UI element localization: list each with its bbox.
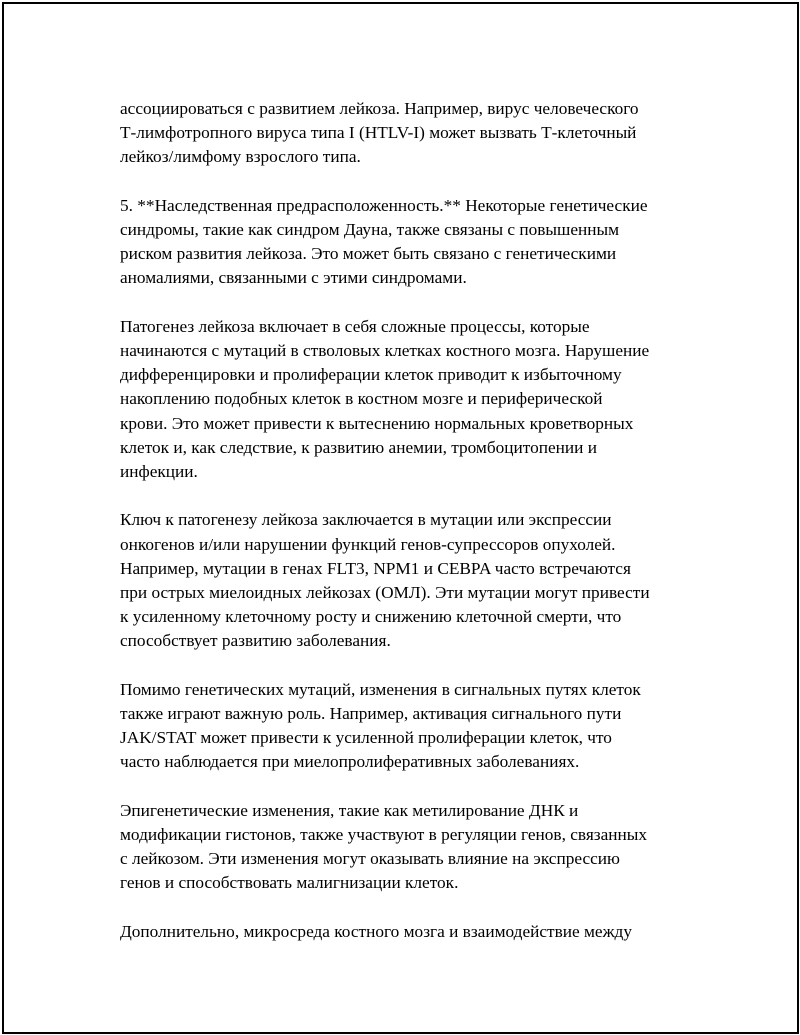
text-line: генов и способствовать малигнизации клеток. bbox=[120, 873, 459, 893]
text-line: крови. Это может привести к вытеснению нормальных кроветворных bbox=[120, 413, 634, 433]
text-line: Эпигенетические изменения, такие как метилирование ДНК и bbox=[120, 800, 579, 820]
text-line: лейкоз/лимфому взрослого типа. bbox=[120, 147, 361, 167]
text-line: синдромы, такие как синдром Дауна, также связаны с повышенным bbox=[120, 220, 620, 239]
text-line: также играют важную роль. Например, активация сигнального пути bbox=[120, 704, 622, 724]
text-line: с лейкозом. Эти изменения могут оказывать влияние на экспрессию bbox=[120, 849, 620, 869]
paragraph-microenvironment bbox=[120, 920, 692, 944]
text-line: клеток и, как следствие, к развитию анемии, тромбоцитопении и bbox=[120, 437, 597, 457]
text-line: Например, мутации в генах FLT3, NPM1 и CEBPA часто встречаются bbox=[120, 558, 631, 578]
text-line: часто наблюдается при миелопролиферативных заболеваниях. bbox=[120, 752, 580, 772]
text-line: аномалиями, связанными с этими синдромами. bbox=[120, 268, 467, 288]
text-line: дифференцировки и пролиферации клеток приводит к избыточному bbox=[120, 365, 622, 385]
text-line: начинаются с мутаций в стволовых клетках костного мозга. Нарушение bbox=[120, 341, 650, 360]
paragraph-htlv bbox=[120, 97, 692, 170]
text-line: Помимо генетических мутаций, изменения в сигнальных путях клеток bbox=[120, 679, 641, 699]
paragraph-signaling bbox=[120, 678, 692, 775]
text-line: онкогенов и/или нарушении функций генов-супрессоров опухолей. bbox=[120, 534, 616, 554]
text-line: модификации гистонов, также участвуют в регуляции генов, связанных bbox=[120, 825, 648, 845]
text-line: накоплению подобных клеток в костном мозге и периферической bbox=[120, 389, 603, 409]
document-body bbox=[120, 97, 692, 968]
text-line: инфекции. bbox=[120, 462, 198, 482]
paragraph-hereditary bbox=[120, 194, 692, 291]
text-line: 5. **Наследственная предрасположенность.** Некоторые генетические bbox=[120, 195, 648, 215]
text-line: Патогенез лейкоза включает в себя сложные процессы, которые bbox=[120, 316, 590, 336]
paragraph-pathogenesis bbox=[120, 315, 692, 484]
text-line: при острых миелоидных лейкозах (ОМЛ). Эти мутации могут привести bbox=[120, 583, 650, 603]
text-line: Дополнительно, микросреда костного мозга и взаимодействие между bbox=[120, 921, 632, 941]
text-line: Ключ к патогенезу лейкоза заключается в мутации или экспрессии bbox=[120, 510, 612, 530]
text-line: способствует развитию заболевания. bbox=[120, 631, 391, 651]
text-line: JAK/STAT может привести к усиленной пролиферации клеток, что bbox=[120, 728, 612, 748]
page-frame bbox=[2, 2, 799, 1034]
text-line: ассоциироваться с развитием лейкоза. Например, вирус человеческого bbox=[120, 99, 639, 118]
text-line: к усиленному клеточному росту и снижению клеточной смерти, что bbox=[120, 607, 622, 627]
text-line: Т-лимфотропного вируса типа I (HTLV-I) может вызвать Т-клеточный bbox=[120, 123, 637, 143]
text-line: риском развития лейкоза. Это может быть связано с генетическими bbox=[120, 244, 617, 264]
paragraph-oncogenes bbox=[120, 508, 692, 653]
paragraph-epigenetics bbox=[120, 799, 692, 896]
